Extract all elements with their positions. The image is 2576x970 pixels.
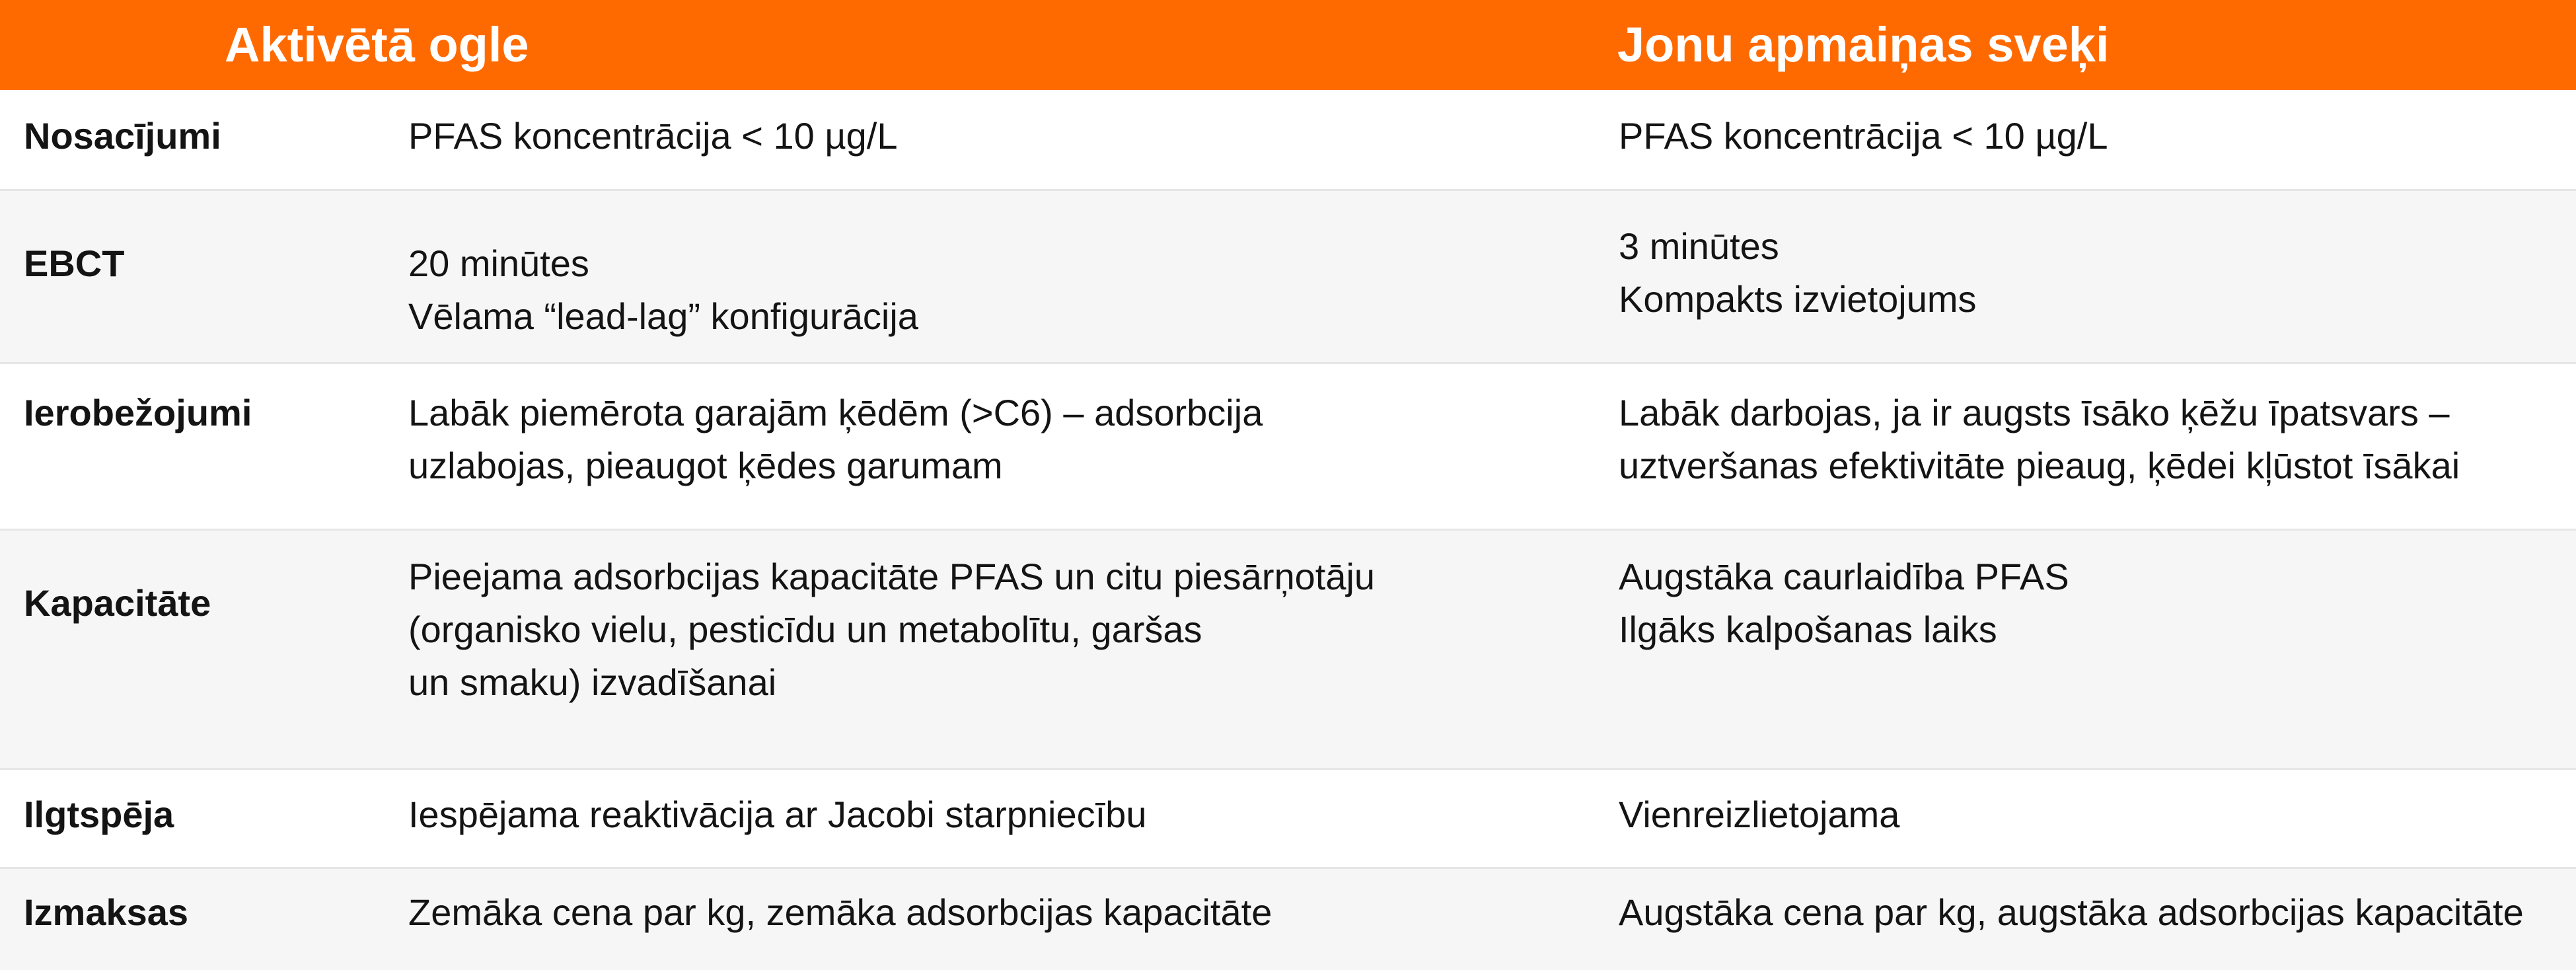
cell-ion-exchange xyxy=(1619,220,1977,326)
cell-line: Vienreizlietojama xyxy=(1619,794,1900,835)
cell-line: Zemāka cena par kg, zemāka adsorbcijas kapacitāte xyxy=(408,891,1272,933)
cell-line: PFAS koncentrācija < 10 µg/L xyxy=(408,115,898,157)
cell-activated-carbon xyxy=(408,886,1272,939)
cell-activated-carbon xyxy=(408,550,1375,709)
row-label: Kapacitāte xyxy=(24,582,211,624)
cell-activated-carbon xyxy=(408,387,1263,492)
cell-line: Iespējama reaktivācija ar Jacobi starpniecību xyxy=(408,794,1147,835)
cell-line: uztveršanas efektivitāte pieaug, ķēdei kļūstot īsākai xyxy=(1619,445,2460,486)
table-row-ebct xyxy=(0,189,2576,362)
cell-ion-exchange xyxy=(1619,550,2069,656)
cell-line: Augstāka cena par kg, augstāka adsorbcijas kapacitāte xyxy=(1619,891,2524,933)
cell-line: (organisko vielu, pesticīdu un metabolītu, garšas xyxy=(408,609,1202,650)
cell-line: Labāk piemērota garajām ķēdēm (>C6) – adsorbcija xyxy=(408,392,1263,433)
cell-ion-exchange xyxy=(1619,886,2524,939)
cell-line: Kompakts izvietojums xyxy=(1619,278,1977,320)
table-row-sustainability xyxy=(0,768,2576,867)
table-row-limitations xyxy=(0,362,2576,529)
cell-activated-carbon xyxy=(408,110,897,163)
row-label: Izmaksas xyxy=(24,891,189,933)
cell-line: Pieejama adsorbcijas kapacitāte PFAS un citu piesārņotāju xyxy=(408,556,1376,597)
cell-line: PFAS koncentrācija < 10 µg/L xyxy=(1619,115,2108,157)
cell-line: Augstāka caurlaidība PFAS xyxy=(1619,556,2069,597)
cell-line: Labāk darbojas, ja ir augsts īsāko ķēžu īpatsvars – xyxy=(1619,392,2450,433)
header-ion-exchange-resin: Jonu apmaiņas sveķi xyxy=(1617,17,2110,72)
cell-activated-carbon xyxy=(408,788,1146,841)
cell-activated-carbon xyxy=(408,237,918,343)
table-row-capacity xyxy=(0,529,2576,768)
cell-ion-exchange xyxy=(1619,387,2460,492)
table-header xyxy=(0,0,2576,90)
cell-line: un smaku) izvadīšanai xyxy=(408,661,777,703)
cell-line: 20 minūtes xyxy=(408,243,589,284)
row-label: Nosacījumi xyxy=(24,115,221,157)
cell-line: uzlabojas, pieaugot ķēdes garumam xyxy=(408,445,1003,486)
cell-ion-exchange xyxy=(1619,110,2108,163)
cell-line: 3 minūtes xyxy=(1619,225,1779,267)
row-label: Ierobežojumi xyxy=(24,392,252,433)
header-activated-carbon: Aktivētā ogle xyxy=(225,17,529,72)
row-label: Ilgtspēja xyxy=(24,794,174,835)
table-row-conditions xyxy=(0,90,2576,189)
cell-line: Vēlama “lead-lag” konfigurācija xyxy=(408,295,918,337)
row-label: EBCT xyxy=(24,243,125,284)
cell-line: Ilgāks kalpošanas laiks xyxy=(1619,609,1997,650)
table-row-costs xyxy=(0,867,2576,970)
cell-ion-exchange xyxy=(1619,788,1899,841)
